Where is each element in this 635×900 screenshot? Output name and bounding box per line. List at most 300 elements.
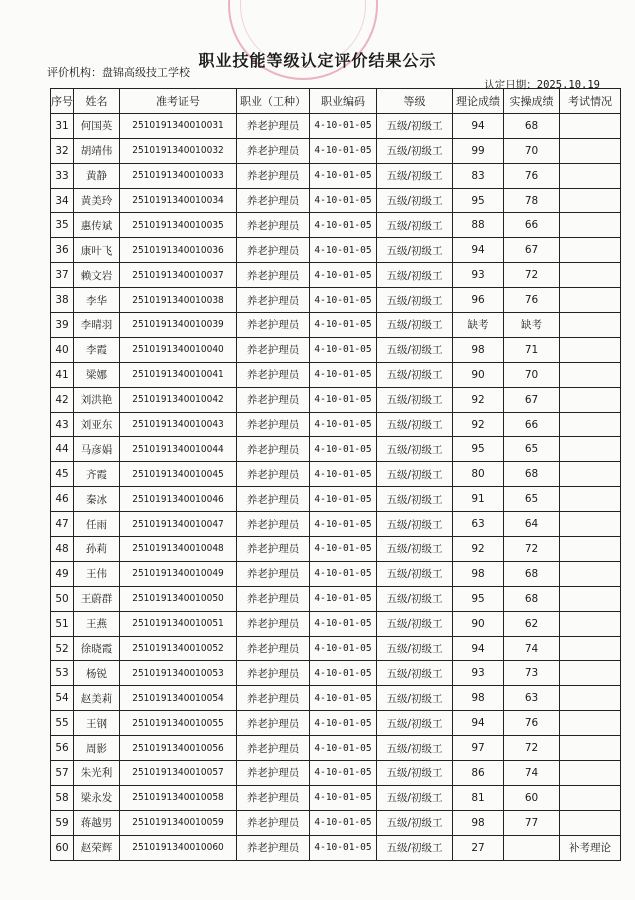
candidate-name: 周影: [74, 736, 120, 761]
exam-id: 2510191340010039: [120, 313, 237, 338]
theory-score: 91: [453, 487, 504, 512]
theory-score: 92: [453, 537, 504, 562]
candidate-name: 马彦娟: [74, 437, 120, 462]
header-no: 序号: [51, 89, 74, 114]
practice-score: 72: [504, 263, 560, 288]
job-title: 养老护理员: [237, 512, 310, 537]
row-number: 47: [51, 512, 74, 537]
job-code: 4-10-01-05: [310, 810, 377, 835]
header-status: 考试情况: [560, 89, 621, 114]
exam-id: 2510191340010033: [120, 163, 237, 188]
candidate-name: 何国英: [74, 113, 120, 138]
exam-id: 2510191340010042: [120, 387, 237, 412]
candidate-name: 黄静: [74, 163, 120, 188]
skill-level: 五级/初级工: [377, 835, 453, 860]
exam-status: [560, 163, 621, 188]
theory-score: 27: [453, 835, 504, 860]
theory-score: 99: [453, 138, 504, 163]
practice-score: 66: [504, 412, 560, 437]
job-code: 4-10-01-05: [310, 113, 377, 138]
practice-score: 70: [504, 362, 560, 387]
job-title: 养老护理员: [237, 537, 310, 562]
row-number: 37: [51, 263, 74, 288]
job-code: 4-10-01-05: [310, 213, 377, 238]
table-row: [51, 661, 621, 686]
job-code: 4-10-01-05: [310, 561, 377, 586]
table-row: [51, 288, 621, 313]
practice-score: 缺考: [504, 313, 560, 338]
exam-status: [560, 785, 621, 810]
practice-score: 68: [504, 586, 560, 611]
candidate-name: 赵美莉: [74, 686, 120, 711]
job-code: 4-10-01-05: [310, 487, 377, 512]
skill-level: 五级/初级工: [377, 387, 453, 412]
exam-status: [560, 561, 621, 586]
exam-status: [560, 313, 621, 338]
theory-score: 98: [453, 561, 504, 586]
table-row: [51, 761, 621, 786]
exam-status: [560, 362, 621, 387]
job-code: 4-10-01-05: [310, 537, 377, 562]
row-number: 33: [51, 163, 74, 188]
theory-score: 80: [453, 462, 504, 487]
theory-score: 95: [453, 437, 504, 462]
candidate-name: 齐霞: [74, 462, 120, 487]
job-title: 养老护理员: [237, 337, 310, 362]
exam-status: [560, 487, 621, 512]
table-row: [51, 611, 621, 636]
candidate-name: 刘洪艳: [74, 387, 120, 412]
header-job-code: 职业编码: [310, 89, 377, 114]
skill-level: 五级/初级工: [377, 810, 453, 835]
job-title: 养老护理员: [237, 661, 310, 686]
exam-id: 2510191340010044: [120, 437, 237, 462]
exam-id: 2510191340010054: [120, 686, 237, 711]
practice-score: 68: [504, 113, 560, 138]
exam-status: [560, 138, 621, 163]
exam-status: [560, 686, 621, 711]
table-row: [51, 163, 621, 188]
table-row: [51, 586, 621, 611]
practice-score: 64: [504, 512, 560, 537]
practice-score: 72: [504, 537, 560, 562]
job-title: 养老护理员: [237, 313, 310, 338]
candidate-name: 李霞: [74, 337, 120, 362]
row-number: 31: [51, 113, 74, 138]
skill-level: 五级/初级工: [377, 288, 453, 313]
job-title: 养老护理员: [237, 138, 310, 163]
practice-score: 78: [504, 188, 560, 213]
theory-score: 缺考: [453, 313, 504, 338]
skill-level: 五级/初级工: [377, 512, 453, 537]
job-title: 养老护理员: [237, 785, 310, 810]
table-row: [51, 313, 621, 338]
skill-level: 五级/初级工: [377, 238, 453, 263]
exam-status: [560, 611, 621, 636]
practice-score: 66: [504, 213, 560, 238]
job-code: 4-10-01-05: [310, 711, 377, 736]
practice-score: [504, 835, 560, 860]
job-code: 4-10-01-05: [310, 835, 377, 860]
job-code: 4-10-01-05: [310, 238, 377, 263]
job-title: 养老护理员: [237, 810, 310, 835]
theory-score: 95: [453, 586, 504, 611]
job-code: 4-10-01-05: [310, 661, 377, 686]
candidate-name: 黄美玲: [74, 188, 120, 213]
candidate-name: 赵荣辉: [74, 835, 120, 860]
exam-id: 2510191340010037: [120, 263, 237, 288]
exam-id: 2510191340010057: [120, 761, 237, 786]
practice-score: 60: [504, 785, 560, 810]
job-title: 养老护理员: [237, 736, 310, 761]
practice-score: 63: [504, 686, 560, 711]
practice-score: 76: [504, 163, 560, 188]
exam-id: 2510191340010032: [120, 138, 237, 163]
exam-id: 2510191340010056: [120, 736, 237, 761]
theory-score: 95: [453, 188, 504, 213]
table-row: [51, 238, 621, 263]
exam-id: 2510191340010047: [120, 512, 237, 537]
job-code: 4-10-01-05: [310, 611, 377, 636]
job-title: 养老护理员: [237, 213, 310, 238]
theory-score: 94: [453, 238, 504, 263]
job-title: 养老护理员: [237, 288, 310, 313]
exam-id: 2510191340010049: [120, 561, 237, 586]
exam-status: [560, 337, 621, 362]
job-code: 4-10-01-05: [310, 686, 377, 711]
theory-score: 63: [453, 512, 504, 537]
theory-score: 94: [453, 636, 504, 661]
theory-score: 90: [453, 611, 504, 636]
job-title: 养老护理员: [237, 163, 310, 188]
table-row: [51, 437, 621, 462]
candidate-name: 胡靖伟: [74, 138, 120, 163]
exam-status: [560, 586, 621, 611]
exam-id: 2510191340010040: [120, 337, 237, 362]
practice-score: 74: [504, 761, 560, 786]
exam-status: [560, 113, 621, 138]
practice-score: 65: [504, 487, 560, 512]
skill-level: 五级/初级工: [377, 462, 453, 487]
row-number: 43: [51, 412, 74, 437]
candidate-name: 孙莉: [74, 537, 120, 562]
candidate-name: 刘亚东: [74, 412, 120, 437]
theory-score: 98: [453, 337, 504, 362]
exam-status: [560, 387, 621, 412]
practice-score: 70: [504, 138, 560, 163]
theory-score: 94: [453, 113, 504, 138]
candidate-name: 梁娜: [74, 362, 120, 387]
exam-status: [560, 711, 621, 736]
theory-score: 93: [453, 661, 504, 686]
practice-score: 67: [504, 238, 560, 263]
theory-score: 94: [453, 711, 504, 736]
job-title: 养老护理员: [237, 711, 310, 736]
job-code: 4-10-01-05: [310, 188, 377, 213]
exam-status: [560, 512, 621, 537]
header-name: 姓名: [74, 89, 120, 114]
row-number: 34: [51, 188, 74, 213]
table-row: [51, 512, 621, 537]
theory-score: 90: [453, 362, 504, 387]
row-number: 58: [51, 785, 74, 810]
theory-score: 88: [453, 213, 504, 238]
row-number: 46: [51, 487, 74, 512]
table-row: [51, 213, 621, 238]
skill-level: 五级/初级工: [377, 586, 453, 611]
practice-score: 73: [504, 661, 560, 686]
job-code: 4-10-01-05: [310, 288, 377, 313]
skill-level: 五级/初级工: [377, 487, 453, 512]
exam-status: [560, 288, 621, 313]
job-code: 4-10-01-05: [310, 163, 377, 188]
skill-level: 五级/初级工: [377, 113, 453, 138]
row-number: 44: [51, 437, 74, 462]
practice-score: 67: [504, 387, 560, 412]
row-number: 54: [51, 686, 74, 711]
exam-id: 2510191340010058: [120, 785, 237, 810]
exam-status: [560, 761, 621, 786]
job-title: 养老护理员: [237, 238, 310, 263]
practice-score: 65: [504, 437, 560, 462]
job-code: 4-10-01-05: [310, 138, 377, 163]
job-title: 养老护理员: [237, 462, 310, 487]
theory-score: 98: [453, 686, 504, 711]
skill-level: 五级/初级工: [377, 437, 453, 462]
job-code: 4-10-01-05: [310, 313, 377, 338]
exam-status: [560, 736, 621, 761]
skill-level: 五级/初级工: [377, 263, 453, 288]
candidate-name: 朱光利: [74, 761, 120, 786]
page-title: 职业技能等级认定评价结果公示: [198, 51, 437, 70]
row-number: 50: [51, 586, 74, 611]
candidate-name: 任雨: [74, 512, 120, 537]
exam-id: 2510191340010038: [120, 288, 237, 313]
table-row: [51, 835, 621, 860]
job-title: 养老护理员: [237, 586, 310, 611]
theory-score: 86: [453, 761, 504, 786]
row-number: 52: [51, 636, 74, 661]
skill-level: 五级/初级工: [377, 313, 453, 338]
practice-score: 77: [504, 810, 560, 835]
job-title: 养老护理员: [237, 686, 310, 711]
job-code: 4-10-01-05: [310, 437, 377, 462]
skill-level: 五级/初级工: [377, 362, 453, 387]
skill-level: 五级/初级工: [377, 138, 453, 163]
table-row: [51, 561, 621, 586]
practice-score: 76: [504, 711, 560, 736]
job-code: 4-10-01-05: [310, 586, 377, 611]
table-row: [51, 462, 621, 487]
row-number: 53: [51, 661, 74, 686]
job-title: 养老护理员: [237, 263, 310, 288]
exam-id: 2510191340010053: [120, 661, 237, 686]
exam-id: 2510191340010041: [120, 362, 237, 387]
job-code: 4-10-01-05: [310, 362, 377, 387]
skill-level: 五级/初级工: [377, 412, 453, 437]
candidate-name: 康叶飞: [74, 238, 120, 263]
table-row: [51, 537, 621, 562]
theory-score: 97: [453, 736, 504, 761]
organization-label: 评价机构：盘锦高级技工学校: [47, 66, 190, 79]
theory-score: 92: [453, 387, 504, 412]
header-exam-id: 准考证号: [120, 89, 237, 114]
table-row: [51, 387, 621, 412]
exam-id: 2510191340010048: [120, 537, 237, 562]
row-number: 56: [51, 736, 74, 761]
exam-status: [560, 213, 621, 238]
skill-level: 五级/初级工: [377, 213, 453, 238]
table-row: [51, 785, 621, 810]
job-title: 养老护理员: [237, 835, 310, 860]
row-number: 38: [51, 288, 74, 313]
exam-id: 2510191340010046: [120, 487, 237, 512]
row-number: 49: [51, 561, 74, 586]
skill-level: 五级/初级工: [377, 785, 453, 810]
candidate-name: 王蔚群: [74, 586, 120, 611]
table-row: [51, 337, 621, 362]
job-title: 养老护理员: [237, 487, 310, 512]
exam-id: 2510191340010059: [120, 810, 237, 835]
row-number: 40: [51, 337, 74, 362]
row-number: 48: [51, 537, 74, 562]
exam-status: [560, 661, 621, 686]
exam-id: 2510191340010031: [120, 113, 237, 138]
exam-id: 2510191340010050: [120, 586, 237, 611]
theory-score: 98: [453, 810, 504, 835]
exam-status: [560, 263, 621, 288]
job-code: 4-10-01-05: [310, 736, 377, 761]
exam-id: 2510191340010060: [120, 835, 237, 860]
row-number: 42: [51, 387, 74, 412]
skill-level: 五级/初级工: [377, 561, 453, 586]
candidate-name: 蒋越男: [74, 810, 120, 835]
theory-score: 92: [453, 412, 504, 437]
job-code: 4-10-01-05: [310, 462, 377, 487]
job-code: 4-10-01-05: [310, 337, 377, 362]
theory-score: 81: [453, 785, 504, 810]
row-number: 41: [51, 362, 74, 387]
header-job: 职业（工种）: [237, 89, 310, 114]
candidate-name: 秦冰: [74, 487, 120, 512]
row-number: 57: [51, 761, 74, 786]
results-table: [50, 88, 621, 861]
table-row: [51, 711, 621, 736]
row-number: 36: [51, 238, 74, 263]
practice-score: 68: [504, 462, 560, 487]
table-row: [51, 362, 621, 387]
table-row: [51, 636, 621, 661]
job-title: 养老护理员: [237, 437, 310, 462]
job-code: 4-10-01-05: [310, 785, 377, 810]
practice-score: 71: [504, 337, 560, 362]
table-row: [51, 686, 621, 711]
exam-id: 2510191340010036: [120, 238, 237, 263]
job-code: 4-10-01-05: [310, 636, 377, 661]
exam-id: 2510191340010051: [120, 611, 237, 636]
row-number: 60: [51, 835, 74, 860]
exam-status: [560, 462, 621, 487]
job-code: 4-10-01-05: [310, 412, 377, 437]
job-code: 4-10-01-05: [310, 512, 377, 537]
skill-level: 五级/初级工: [377, 188, 453, 213]
job-title: 养老护理员: [237, 188, 310, 213]
job-title: 养老护理员: [237, 362, 310, 387]
job-title: 养老护理员: [237, 412, 310, 437]
header-practice: 实操成绩: [504, 89, 560, 114]
skill-level: 五级/初级工: [377, 711, 453, 736]
table-row: [51, 138, 621, 163]
exam-status: [560, 437, 621, 462]
header-theory: 理论成绩: [453, 89, 504, 114]
practice-score: 74: [504, 636, 560, 661]
exam-id: 2510191340010045: [120, 462, 237, 487]
row-number: 59: [51, 810, 74, 835]
assessment-date-label: 认定日期：2025.10.19: [484, 79, 600, 91]
candidate-name: 梁永发: [74, 785, 120, 810]
theory-score: 93: [453, 263, 504, 288]
exam-id: 2510191340010034: [120, 188, 237, 213]
candidate-name: 杨锐: [74, 661, 120, 686]
exam-id: 2510191340010035: [120, 213, 237, 238]
table-row: [51, 810, 621, 835]
candidate-name: 王伟: [74, 561, 120, 586]
job-code: 4-10-01-05: [310, 761, 377, 786]
skill-level: 五级/初级工: [377, 636, 453, 661]
exam-status: [560, 188, 621, 213]
exam-status: [560, 412, 621, 437]
candidate-name: 惠传斌: [74, 213, 120, 238]
row-number: 35: [51, 213, 74, 238]
table-header-row: [51, 89, 621, 114]
exam-id: 2510191340010052: [120, 636, 237, 661]
skill-level: 五级/初级工: [377, 611, 453, 636]
job-title: 养老护理员: [237, 761, 310, 786]
exam-status: [560, 636, 621, 661]
candidate-name: 李晴羽: [74, 313, 120, 338]
candidate-name: 赖文岩: [74, 263, 120, 288]
theory-score: 83: [453, 163, 504, 188]
exam-status: 补考理论: [560, 835, 621, 860]
row-number: 51: [51, 611, 74, 636]
candidate-name: 徐晓霞: [74, 636, 120, 661]
skill-level: 五级/初级工: [377, 163, 453, 188]
exam-id: 2510191340010055: [120, 711, 237, 736]
table-row: [51, 113, 621, 138]
candidate-name: 王钢: [74, 711, 120, 736]
job-title: 养老护理员: [237, 611, 310, 636]
practice-score: 62: [504, 611, 560, 636]
skill-level: 五级/初级工: [377, 736, 453, 761]
candidate-name: 李华: [74, 288, 120, 313]
exam-id: 2510191340010043: [120, 412, 237, 437]
practice-score: 72: [504, 736, 560, 761]
exam-status: [560, 537, 621, 562]
practice-score: 76: [504, 288, 560, 313]
job-title: 养老护理员: [237, 387, 310, 412]
table-row: [51, 188, 621, 213]
table-row: [51, 736, 621, 761]
skill-level: 五级/初级工: [377, 761, 453, 786]
theory-score: 96: [453, 288, 504, 313]
row-number: 45: [51, 462, 74, 487]
table-row: [51, 487, 621, 512]
job-code: 4-10-01-05: [310, 263, 377, 288]
job-title: 养老护理员: [237, 636, 310, 661]
candidate-name: 王燕: [74, 611, 120, 636]
row-number: 55: [51, 711, 74, 736]
practice-score: 68: [504, 561, 560, 586]
